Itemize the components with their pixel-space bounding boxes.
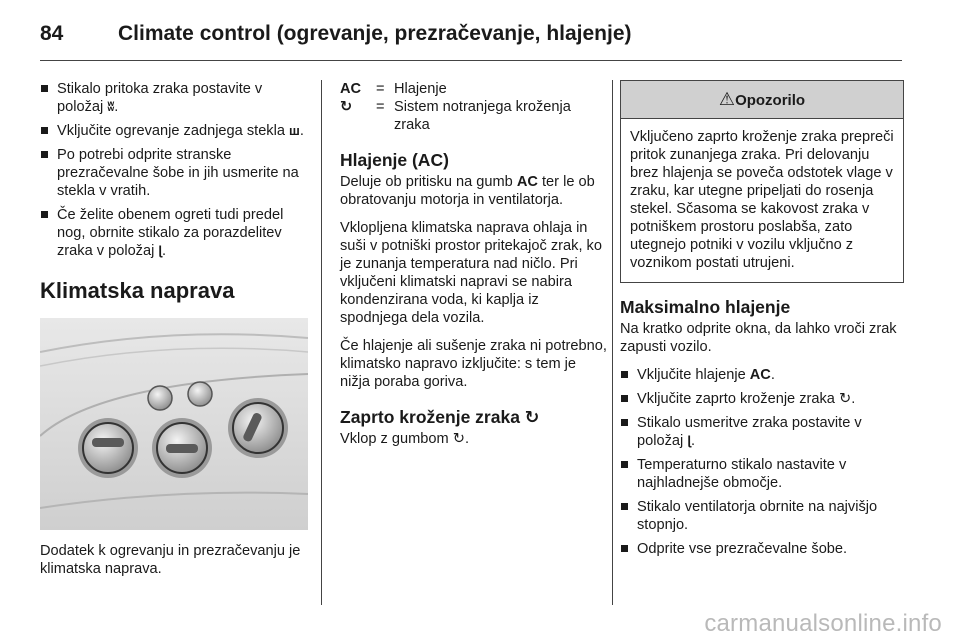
footwell-air-icon: ɭ [158, 243, 163, 258]
bullet-item: Odprite vse prezračevalne šobe. [620, 540, 904, 558]
subsection-title-recirculation: Zaprto kroženje zraka ↻ [340, 407, 540, 427]
max-cooling-intro: Na kratko odprite okna, da lahko vroči zrak zapusti vozilo. [620, 321, 897, 355]
bullet-item: Stikalo pritoka zraka postavite v položaj ʬ. [40, 80, 308, 116]
recirculation-icon: ↻ [524, 407, 540, 427]
column-right [620, 80, 904, 564]
bullet-item: Stikalo usmeritve zraka postavite v položaj ɭ. [620, 414, 904, 450]
recirculation-paragraph: Vklop z gumbom ↻. [340, 431, 470, 447]
column-divider-left [321, 80, 322, 605]
page-header-title: Climate control (ogrevanje, prezračevanje, hlajenje) [118, 22, 632, 45]
ac-paragraph-1: Deluje ob pritisku na gumb AC ter le ob obratovanju motorja in ventilatorja. [340, 174, 595, 208]
warning-icon: ⚠ [718, 89, 736, 109]
legend-equals: = [376, 81, 385, 97]
bullet-item: Stikalo ventilatorja obrnite na najvišjo stopnjo. [620, 498, 904, 534]
legend-value: Hlajenje [394, 81, 447, 97]
legend-equals: = [376, 99, 385, 115]
ac-paragraph-3: Če hlajenje ali sušenje zraka ni potrebno, klimatsko napravo izključite: s tem je nižja poraba goriva. [340, 338, 607, 390]
legend-row [340, 98, 608, 134]
header-divider [40, 60, 902, 61]
bullet-item: Temperaturno stikalo nastavite v najhladnejše območje. [620, 456, 904, 492]
max-cooling-bullet-list [620, 366, 904, 558]
warning-box [620, 80, 904, 283]
climate-panel-photo [40, 318, 308, 530]
section-title-climate: Klimatska naprava [40, 278, 235, 303]
legend-value: Sistem notranjega kroženja zraka [394, 99, 571, 133]
page-number: 84 [40, 22, 64, 45]
bullet-item: Vključite ogrevanje zadnjega stekla ш. [40, 122, 308, 140]
rear-window-heater-icon: ш [289, 123, 300, 138]
subsection-title-max-cooling: Maksimalno hlajenje [620, 297, 791, 317]
recirculation-icon: ↻ [340, 99, 353, 115]
warning-header: ⚠Opozorilo [621, 81, 903, 119]
subsection-title-ac: Hlajenje (AC) [340, 150, 449, 170]
symbol-legend [340, 80, 608, 134]
bullet-item: Vključite zaprto kroženje zraka ↻. [620, 390, 904, 408]
watermark: carmanualsonline.info [704, 610, 942, 637]
column-left [40, 80, 308, 588]
column-middle [340, 80, 608, 458]
legend-row [340, 80, 608, 98]
warning-text: Vključeno zaprto kroženje zraka prepreči pritok zunanjega zraka. Pri delovanju brez hlajenja se poveča odstotek vlage v zraku, kar utegne pripeljati do rosenja stekel. Sčasoma se kakovost zraka v potniškem prostoru poslabša, zato utegnejo potniki v vozilu vključno z voznikom postati utrujeni. [630, 129, 894, 271]
recirculation-icon: ↻ [452, 431, 465, 447]
legend-key: AC [340, 81, 362, 97]
photo-caption: Dodatek k ogrevanju in prezračevanju je klimatska naprava. [40, 543, 301, 577]
column-divider-right [612, 80, 613, 605]
bullet-item: Po potrebi odprite stranske prezračevalne šobe in jih usmerite na stekla v vratih. [40, 146, 308, 200]
setup-bullet-list [40, 80, 308, 260]
ac-paragraph-2: Vklopljena klimatska naprava ohlaja in suši v potniški prostor pritekajoč zrak, ko je zunanja temperatura nad ničlo. Pri vključeni klimatski napravi se nabira kondenzirana voda, ki kaplja iz spodnjega dela vozila. [340, 220, 602, 326]
windscreen-air-icon: ʬ [107, 99, 115, 114]
air-direction-icon: ɭ [687, 433, 691, 448]
bullet-item: Če želite obenem ogreti tudi predel nog, obrnite stikalo za porazdelitev zraka v položaj ɭ. [40, 206, 308, 260]
recirculation-icon: ↻ [838, 391, 852, 407]
bullet-item: Vključite hlajenje AC. [620, 366, 904, 384]
